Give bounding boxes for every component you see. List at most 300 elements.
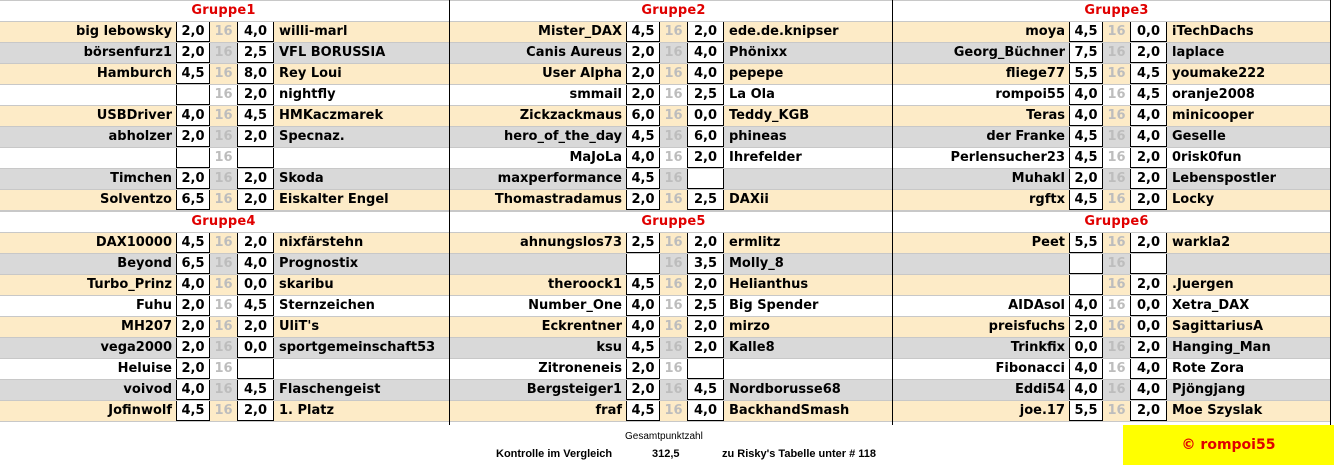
right-player-name: BackhandSmash <box>729 403 850 418</box>
right-player-name: Teddy_KGB <box>729 108 810 123</box>
group-title: Gruppe1 <box>191 3 256 18</box>
grid-line <box>0 168 1330 169</box>
left-player-name: abholzer <box>108 129 172 144</box>
footer-caption: Gesamtpunktzahl <box>625 431 703 442</box>
right-score: 4,5 <box>243 108 268 123</box>
right-score: 2,0 <box>693 24 718 39</box>
right-player-name: Flaschengeist <box>279 382 381 397</box>
right-player-name: ermlitz <box>729 235 781 250</box>
right-player-name: DAXii <box>729 192 769 207</box>
separator-number: 16 <box>214 340 233 355</box>
right-player-name: iTechDachs <box>1172 24 1254 39</box>
right-player-name: UliT's <box>279 319 320 334</box>
grid-line <box>0 21 1330 22</box>
right-score: 2,0 <box>1136 171 1161 186</box>
left-score <box>176 84 210 105</box>
left-player-name: Hamburch <box>96 66 172 81</box>
left-player-name: börsenfurz1 <box>83 45 172 60</box>
left-score: 2,0 <box>631 382 655 397</box>
separator-number: 16 <box>214 382 233 397</box>
right-score: 2,0 <box>1136 235 1161 250</box>
left-score: 4,0 <box>1074 87 1098 102</box>
left-score: 4,0 <box>631 319 655 334</box>
left-player-name: Number_One <box>528 298 622 313</box>
left-score: 7,5 <box>1074 45 1098 60</box>
left-player-name: USBDriver <box>96 108 172 123</box>
separator-number: 16 <box>214 45 233 60</box>
separator-number: 16 <box>664 256 683 271</box>
left-score: 2,5 <box>631 235 655 250</box>
grid-line <box>0 400 1330 401</box>
left-player-name: smmail <box>569 87 622 102</box>
right-player-name: Phönixx <box>729 45 788 60</box>
right-player-name: nixfärstehn <box>279 235 364 250</box>
separator-number: 16 <box>1107 192 1126 207</box>
right-player-name: mirzo <box>729 319 770 334</box>
group-title: Gruppe5 <box>641 214 706 229</box>
right-player-name: 0risk0fun <box>1172 150 1242 165</box>
left-player-name: rgftx <box>1029 192 1065 207</box>
left-score: 4,5 <box>631 171 655 186</box>
right-player-name: 1. Platz <box>279 403 335 418</box>
grid-line <box>0 63 1330 64</box>
right-score: 2,5 <box>693 192 718 207</box>
grid-line <box>0 358 1330 359</box>
left-score <box>1069 253 1103 274</box>
footer-suffix: zu Risky's Tabelle unter # 118 <box>722 448 877 460</box>
right-score: 2,0 <box>693 277 718 292</box>
grid-line <box>0 42 1330 43</box>
left-score: 5,5 <box>1074 403 1098 418</box>
separator-number: 16 <box>664 382 683 397</box>
right-score: 2,0 <box>243 235 268 250</box>
left-player-name: joe.17 <box>1019 403 1065 418</box>
right-player-name: laplace <box>1172 45 1225 60</box>
separator-number: 16 <box>214 24 233 39</box>
left-score: 4,5 <box>181 403 205 418</box>
separator-number: 16 <box>664 24 683 39</box>
left-score: 4,5 <box>1074 129 1098 144</box>
grid-line <box>0 253 1330 254</box>
right-player-name <box>725 358 897 379</box>
separator-number: 16 <box>214 171 233 186</box>
left-player-name: ksu <box>596 340 622 355</box>
left-player-name: AIDAsol <box>1008 298 1065 313</box>
right-player-name: youmake222 <box>1172 66 1266 81</box>
right-player-name: SagittariusA <box>1172 319 1264 334</box>
separator-number: 16 <box>1107 382 1126 397</box>
left-score: 4,5 <box>1074 150 1098 165</box>
separator-number: 16 <box>214 298 233 313</box>
right-score: 0,0 <box>243 340 268 355</box>
left-score: 4,5 <box>631 403 655 418</box>
separator-number: 16 <box>664 319 683 334</box>
left-player-name: Turbo_Prinz <box>86 277 172 292</box>
grid-line <box>0 189 1330 190</box>
grid-line <box>0 211 1330 212</box>
left-score: 2,0 <box>631 192 655 207</box>
left-player-name: Bergsteiger1 <box>526 382 622 397</box>
left-player-name: User Alpha <box>542 66 622 81</box>
left-player-name <box>893 253 1068 274</box>
left-score: 4,5 <box>1074 24 1098 39</box>
left-score: 4,0 <box>631 150 655 165</box>
separator-number: 16 <box>214 66 233 81</box>
right-player-name: Geselle <box>1172 129 1226 144</box>
right-player-name: Lebenspostler <box>1172 171 1277 186</box>
right-player-name: phineas <box>729 129 787 144</box>
right-player-name: willi-marl <box>279 24 348 39</box>
left-player-name: fraf <box>595 403 622 418</box>
left-player-name: fliege77 <box>1005 66 1065 81</box>
separator-number: 16 <box>664 403 683 418</box>
right-score: 4,5 <box>1136 87 1161 102</box>
right-score: 0,0 <box>1136 319 1161 334</box>
left-score: 4,5 <box>1074 192 1098 207</box>
separator-number: 16 <box>1107 24 1126 39</box>
left-score: 6,5 <box>181 256 205 271</box>
right-player-name: nightfly <box>279 87 336 102</box>
right-score: 2,0 <box>243 403 268 418</box>
grid-line <box>0 295 1330 296</box>
left-player-name <box>0 147 175 168</box>
left-player-name: voivod <box>123 382 172 397</box>
separator-number: 16 <box>664 45 683 60</box>
left-player-name: moya <box>1025 24 1065 39</box>
left-score: 6,5 <box>181 192 205 207</box>
group-divider <box>892 0 893 425</box>
left-score: 4,5 <box>631 277 655 292</box>
left-score: 2,0 <box>1074 171 1098 186</box>
left-player-name: Timchen <box>110 171 172 186</box>
separator-number: 16 <box>1107 66 1126 81</box>
right-player-name: Molly_8 <box>729 256 784 271</box>
right-score: 4,0 <box>693 45 718 60</box>
grid-line <box>0 274 1330 275</box>
left-player-name <box>893 274 1068 295</box>
grid-line <box>0 126 1330 127</box>
left-score: 4,5 <box>631 129 655 144</box>
left-player-name: hero_of_the_day <box>504 129 622 144</box>
right-player-name: Moe Szyslak <box>1172 403 1263 418</box>
group-title: Gruppe2 <box>641 3 706 18</box>
left-score <box>626 253 660 274</box>
separator-number: 16 <box>1107 361 1126 376</box>
right-player-name: warkla2 <box>1172 235 1231 250</box>
right-score: 2,0 <box>1136 403 1161 418</box>
right-player-name: oranje2008 <box>1172 87 1255 102</box>
group-title: Gruppe3 <box>1084 3 1149 18</box>
group-title: Gruppe4 <box>191 214 256 229</box>
right-score: 2,0 <box>1136 340 1161 355</box>
separator-number: 16 <box>214 361 233 376</box>
grid-line <box>0 379 1330 380</box>
right-player-name: HMKaczmarek <box>279 108 384 123</box>
right-score: 0,0 <box>243 277 268 292</box>
left-player-name: der Franke <box>986 129 1065 144</box>
left-score: 4,0 <box>1074 382 1098 397</box>
separator-number: 16 <box>664 361 683 376</box>
left-player-name: rompoi55 <box>995 87 1065 102</box>
right-player-name: Big Spender <box>729 298 819 313</box>
left-player-name: DAX10000 <box>95 235 172 250</box>
right-player-name: .Juergen <box>1172 277 1234 292</box>
left-score: 2,0 <box>181 24 205 39</box>
right-score: 2,0 <box>243 87 268 102</box>
right-score: 0,0 <box>1136 298 1161 313</box>
separator-number: 16 <box>214 108 233 123</box>
left-score: 2,0 <box>181 171 205 186</box>
left-player-name: Muhakl <box>1011 171 1065 186</box>
right-score: 4,0 <box>243 24 268 39</box>
left-player-name: Zickzackmaus <box>519 108 622 123</box>
left-score: 2,0 <box>181 361 205 376</box>
separator-number: 16 <box>214 235 233 250</box>
separator-number: 16 <box>214 150 233 165</box>
right-player-name: Locky <box>1172 192 1215 207</box>
separator-number: 16 <box>664 192 683 207</box>
left-score: 2,0 <box>631 45 655 60</box>
right-score: 8,0 <box>243 66 268 81</box>
right-score: 4,5 <box>243 298 268 313</box>
separator-number: 16 <box>664 129 683 144</box>
left-score: 2,0 <box>1074 319 1098 334</box>
group-title: Gruppe6 <box>1084 214 1149 229</box>
separator-number: 16 <box>1107 235 1126 250</box>
right-score <box>687 168 724 189</box>
separator-number: 16 <box>664 235 683 250</box>
separator-number: 16 <box>1107 171 1126 186</box>
grid-line <box>0 316 1330 317</box>
separator-number: 16 <box>664 66 683 81</box>
separator-number: 16 <box>1107 45 1126 60</box>
grid-line <box>0 147 1330 148</box>
left-score: 4,0 <box>181 108 205 123</box>
left-score: 2,0 <box>181 340 205 355</box>
left-score: 2,0 <box>181 319 205 334</box>
right-score: 2,0 <box>1136 45 1161 60</box>
left-player-name: preisfuchs <box>988 319 1065 334</box>
left-player-name: Georg_Büchner <box>953 45 1065 60</box>
right-player-name: Hanging_Man <box>1172 340 1271 355</box>
separator-number: 16 <box>214 192 233 207</box>
left-player-name: Mister_DAX <box>538 24 622 39</box>
right-score: 4,5 <box>243 382 268 397</box>
grid-line <box>0 84 1330 85</box>
separator-number: 16 <box>664 298 683 313</box>
right-score: 2,0 <box>693 319 718 334</box>
left-player-name: Perlensucher23 <box>950 150 1065 165</box>
right-score: 6,0 <box>693 129 718 144</box>
group-divider <box>1330 0 1331 425</box>
right-player-name <box>275 358 447 379</box>
left-score: 5,5 <box>1074 66 1098 81</box>
left-score: 2,0 <box>181 45 205 60</box>
left-score: 4,5 <box>181 66 205 81</box>
separator-number: 16 <box>1107 319 1126 334</box>
group-divider <box>449 0 450 425</box>
separator-number: 16 <box>214 87 233 102</box>
left-player-name: vega2000 <box>100 340 172 355</box>
right-score: 4,5 <box>1136 66 1161 81</box>
right-score: 2,0 <box>693 340 718 355</box>
right-player-name: pepepe <box>729 66 784 81</box>
grid-line <box>0 105 1330 106</box>
right-score: 2,0 <box>243 129 268 144</box>
left-score: 4,5 <box>631 24 655 39</box>
right-player-name: La Ola <box>729 87 775 102</box>
right-player-name: Kalle8 <box>729 340 775 355</box>
right-score <box>687 358 724 379</box>
right-score: 2,5 <box>693 87 718 102</box>
left-score: 4,5 <box>181 235 205 250</box>
separator-number: 16 <box>664 171 683 186</box>
right-score: 0,0 <box>693 108 718 123</box>
right-score: 4,0 <box>243 256 268 271</box>
right-score: 4,0 <box>693 66 718 81</box>
separator-number: 16 <box>1107 403 1126 418</box>
left-score: 4,0 <box>181 382 205 397</box>
right-score: 4,0 <box>693 403 718 418</box>
left-player-name: Zitroneneis <box>538 361 622 376</box>
separator-number: 16 <box>214 256 233 271</box>
separator-number: 16 <box>664 340 683 355</box>
left-player-name: Eddi54 <box>1014 382 1065 397</box>
right-score: 2,5 <box>693 298 718 313</box>
right-score: 2,0 <box>243 171 268 186</box>
right-player-name <box>275 147 447 168</box>
left-player-name: MaJoLa <box>569 150 622 165</box>
left-player-name <box>450 253 625 274</box>
footer-label: Kontrolle im Vergleich <box>496 448 613 460</box>
right-score: 4,0 <box>1136 108 1161 123</box>
left-player-name: Beyond <box>117 256 172 271</box>
left-score <box>1069 274 1103 295</box>
left-score: 6,0 <box>631 108 655 123</box>
left-score: 4,0 <box>631 298 655 313</box>
left-score: 4,5 <box>631 340 655 355</box>
grid-line <box>0 0 1330 1</box>
right-score: 2,0 <box>1136 192 1161 207</box>
left-score: 2,0 <box>181 298 205 313</box>
separator-number: 16 <box>1107 298 1126 313</box>
right-player-name: sportgemeinschaft53 <box>279 340 436 355</box>
left-player-name: Heluise <box>117 361 172 376</box>
separator-number: 16 <box>664 150 683 165</box>
copyright-box: © rompoi55 <box>1123 425 1334 465</box>
separator-number: 16 <box>1107 277 1126 292</box>
right-score: 3,5 <box>693 256 718 271</box>
separator-number: 16 <box>214 319 233 334</box>
right-score: 2,5 <box>243 45 268 60</box>
left-player-name: Peet <box>1031 235 1065 250</box>
right-score <box>1130 253 1167 274</box>
left-player-name: ahnungslos73 <box>519 235 622 250</box>
left-score: 2,0 <box>631 66 655 81</box>
left-player-name: Eckrentner <box>541 319 622 334</box>
right-score: 2,0 <box>1136 150 1161 165</box>
left-player-name: maxperformance <box>497 171 622 186</box>
right-player-name: Helianthus <box>729 277 809 292</box>
separator-number: 16 <box>1107 129 1126 144</box>
right-score: 4,0 <box>1136 361 1161 376</box>
right-player-name <box>725 168 897 189</box>
right-player-name: Ihrefelder <box>729 150 802 165</box>
left-player-name: theroock1 <box>548 277 622 292</box>
left-score: 2,0 <box>181 129 205 144</box>
separator-number: 16 <box>1107 108 1126 123</box>
right-score: 4,0 <box>1136 129 1161 144</box>
left-player-name: big lebowsky <box>76 24 172 39</box>
left-score <box>176 147 210 168</box>
left-player-name: Thomastradamus <box>494 192 622 207</box>
left-player-name: Fibonacci <box>995 361 1065 376</box>
left-score: 4,0 <box>1074 108 1098 123</box>
right-score: 4,5 <box>693 382 718 397</box>
grid-line <box>0 421 1330 422</box>
right-score: 2,0 <box>693 235 718 250</box>
right-score: 0,0 <box>1136 24 1161 39</box>
right-player-name: Sternzeichen <box>279 298 375 313</box>
right-player-name: Rey Loui <box>279 66 342 81</box>
right-score: 2,0 <box>1136 277 1161 292</box>
right-player-name: Xetra_DAX <box>1172 298 1250 313</box>
left-score: 0,0 <box>1074 340 1098 355</box>
left-player-name: Solventzo <box>99 192 172 207</box>
right-score: 2,0 <box>243 192 268 207</box>
right-player-name: Prognostix <box>279 256 359 271</box>
left-player-name: Jofinwolf <box>108 403 172 418</box>
left-score: 5,5 <box>1074 235 1098 250</box>
right-player-name: VFL BORUSSIA <box>279 45 386 60</box>
right-score <box>237 358 274 379</box>
separator-number: 16 <box>1107 256 1126 271</box>
footer-total: 312,5 <box>652 448 680 460</box>
right-player-name: Eiskalter Engel <box>279 192 389 207</box>
separator-number: 16 <box>214 277 233 292</box>
right-score: 2,0 <box>243 319 268 334</box>
separator-number: 16 <box>1107 87 1126 102</box>
right-score: 4,0 <box>1136 382 1161 397</box>
left-player-name <box>0 84 175 105</box>
right-player-name: Skoda <box>279 171 324 186</box>
left-score: 2,0 <box>631 361 655 376</box>
right-player-name: minicooper <box>1172 108 1254 123</box>
grid-line <box>0 337 1330 338</box>
left-player-name: Fuhu <box>136 298 172 313</box>
separator-number: 16 <box>214 403 233 418</box>
grid-line <box>0 232 1330 233</box>
left-score: 2,0 <box>631 87 655 102</box>
separator-number: 16 <box>664 277 683 292</box>
right-player-name: Rote Zora <box>1172 361 1245 376</box>
separator-number: 16 <box>214 129 233 144</box>
separator-number: 16 <box>1107 340 1126 355</box>
left-player-name: Trinkfix <box>1010 340 1065 355</box>
separator-number: 16 <box>664 87 683 102</box>
right-player-name <box>1168 253 1334 274</box>
separator-number: 16 <box>664 108 683 123</box>
left-score: 4,0 <box>1074 298 1098 313</box>
left-player-name: Canis Aureus <box>526 45 622 60</box>
separator-number: 16 <box>1107 150 1126 165</box>
left-player-name: MH207 <box>121 319 172 334</box>
right-player-name: Pjöngjang <box>1172 382 1246 397</box>
right-score: 2,0 <box>693 150 718 165</box>
right-player-name: ede.de.knipser <box>729 24 839 39</box>
right-player-name: Specnaz. <box>279 129 345 144</box>
left-score: 4,0 <box>181 277 205 292</box>
